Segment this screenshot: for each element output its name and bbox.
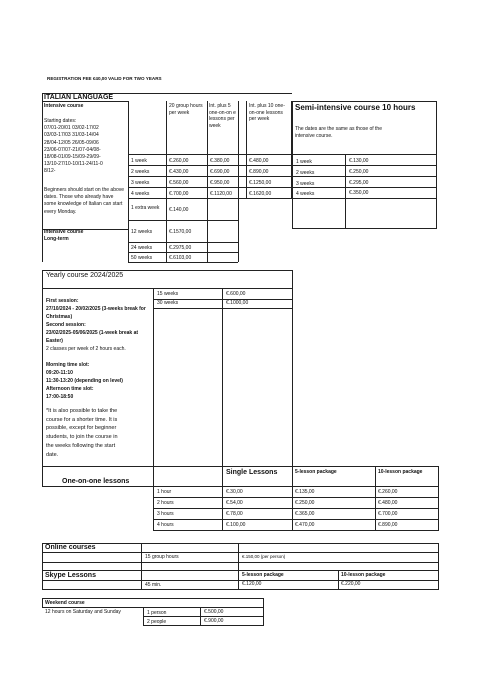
row-g20: €.430,00 <box>169 169 189 175</box>
intensive-course-label: Intensive course <box>44 103 84 109</box>
row-price: €.6103,00 <box>169 255 192 261</box>
row-price: €.900,00 <box>204 618 224 624</box>
row-duration: 3 weeks <box>296 181 315 187</box>
row-price: €.250,00 <box>349 169 369 175</box>
row-duration: 2 weeks <box>296 170 315 176</box>
row-g20: €.700,00 <box>169 191 189 197</box>
row-duration: 2 weeks <box>131 169 150 175</box>
col-10-lesson: 10-lesson package <box>378 469 423 475</box>
row-hours: 1 hour <box>157 489 172 495</box>
yearly-shorter-note: *It is also possible to take the course for a shorter time. It is possible, except for beginner students, to join the course in the weeks following the start date. <box>46 408 118 458</box>
row-p10: €.260,00 <box>378 489 398 495</box>
row-duration: 30 weeks <box>157 300 179 306</box>
skype-lessons-title: Skype Lessons <box>45 572 96 579</box>
yearly-sessions: First session: 27/10/2024 - 20/02/2025 (3-weeks break for Christmas) Second session: 23/02/2025-05/06/2025 (1-week break at Easter) <box>46 298 146 344</box>
weekend-desc: 12 hours on Saturday and Sunday <box>45 609 121 615</box>
row-p10: €.890,00 <box>378 522 398 528</box>
row-g20: €.140,00 <box>169 207 189 213</box>
row-price: €.1570,00 <box>169 229 192 235</box>
row-p5: €.135,00 <box>295 489 315 495</box>
row-price: €.600,00 <box>226 291 246 297</box>
skype-col-10: 10-lesson package <box>341 572 386 578</box>
row-single: €.78,00 <box>226 511 243 517</box>
row-people: 2 people <box>147 619 167 625</box>
row-p5: €.1120,00 <box>210 191 232 197</box>
row-p10: €.1620,00 <box>249 191 272 197</box>
row-g20: €.560,00 <box>169 180 189 186</box>
row-p5: €.690,00 <box>210 169 230 175</box>
row-duration: 1 extra week <box>131 205 160 211</box>
longterm-label: Intensive course Long-term <box>44 229 84 242</box>
italian-language-title: ITALIAN LANGUAGE <box>44 94 114 101</box>
skype-duration: 45 min. <box>145 582 162 588</box>
row-p10: €.1250,00 <box>249 180 272 186</box>
row-duration: 50 weeks <box>131 255 153 261</box>
row-hours: 3 hours <box>157 511 174 517</box>
row-hours: 2 hours <box>157 500 174 506</box>
beginners-note: Beginners should start on the above dates. Those who already have some knowledge of Italian can start every Monday. <box>44 187 125 215</box>
row-single: €.100,00 <box>226 522 246 528</box>
weekend-course-title: Weekend course <box>45 600 85 606</box>
row-price: €.130,00 <box>349 158 369 164</box>
skype-p5: €.120,00 <box>242 581 262 587</box>
yearly-classes: 2 classes per week of 2 hours each. <box>46 346 126 352</box>
starting-dates: Starting dates: 07/01-20/01 03/02-17/02 03/03-17/03 31/03-14/04 28/04-12/05 26/05-09/06 23/06-07/07-21/07-04/08- 18/08-01/09-15/09-29/09- 13/10-27/10-10/11-24/11-0 8/12- <box>44 118 103 175</box>
row-p10: €.480,00 <box>249 158 269 164</box>
row-p5: €.250,00 <box>295 500 315 506</box>
row-g20: €.260,00 <box>169 158 189 164</box>
col-5-lesson: 5-lesson package <box>295 469 337 475</box>
online-price: €.150,00 (per person) <box>242 554 286 559</box>
row-p5: €.950,00 <box>210 180 230 186</box>
row-price: €.295,00 <box>349 180 369 186</box>
semi-intensive-note: The dates are the same as those of the intensive course. <box>295 126 382 139</box>
row-p5: €.470,00 <box>295 522 315 528</box>
row-people: 1 person <box>147 610 167 616</box>
row-duration: 1 week <box>131 158 147 164</box>
row-p5: €.365,00 <box>295 511 315 517</box>
row-price: €.350,00 <box>349 190 369 196</box>
row-single: €.54,00 <box>226 500 243 506</box>
row-duration: 12 weeks <box>131 229 153 235</box>
row-p10: €.700,00 <box>378 511 398 517</box>
row-price: €.500,00 <box>204 609 224 615</box>
yearly-course-title: Yearly course 2024/2025 <box>46 272 124 279</box>
col-20-group-hours: 20 group hours per week <box>169 103 203 116</box>
row-single: €.30,00 <box>226 489 243 495</box>
yearly-time-slots: Morning time slot: 09:20-11:10 11:30-13:20 (depending on level) Afternoon time slot: 17:00-18:50 <box>46 362 123 400</box>
row-duration: 3 weeks <box>131 180 150 186</box>
row-price: €.2975,00 <box>169 245 192 251</box>
row-p10: €.480,00 <box>378 500 398 506</box>
col-single-lessons: Single Lessons <box>226 469 278 476</box>
row-p5: €.380,00 <box>210 158 230 164</box>
online-courses-title: Online courses <box>45 544 96 551</box>
row-p10: €.890,00 <box>249 169 269 175</box>
semi-intensive-title: Semi-intensive course 10 hours <box>295 103 416 112</box>
row-duration: 15 weeks <box>157 291 179 297</box>
row-price: €.1000,00 <box>226 300 249 306</box>
col-plus5: Int. plus 5 one-on-on e lessons per week <box>209 103 236 129</box>
row-duration: 24 weeks <box>131 245 153 251</box>
row-hours: 4 hours <box>157 522 174 528</box>
row-duration: 4 weeks <box>131 191 150 197</box>
row-duration: 1 week <box>296 159 312 165</box>
col-plus10: Int. plus 10 one-on-one lessons per week <box>249 103 285 122</box>
online-hours: 15 group hours <box>145 554 179 560</box>
skype-col-5: 5-lesson package <box>242 572 284 578</box>
registration-fee: REGISTRATION FEE €40,00 VALID FOR TWO YEARS <box>47 76 162 81</box>
row-duration: 4 weeks <box>296 191 315 197</box>
skype-p10: €.220,00 <box>341 581 361 587</box>
one-on-one-title: One-on-one lessons <box>62 478 130 485</box>
